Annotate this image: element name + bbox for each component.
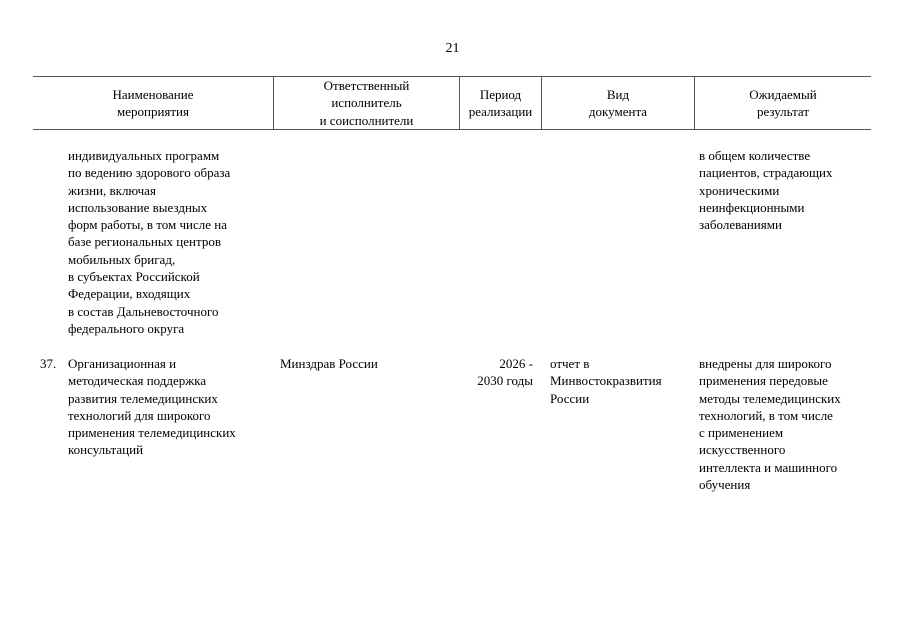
header-period: Период реализации bbox=[468, 86, 533, 119]
table-header-bottom-rule bbox=[33, 129, 871, 130]
row-result-cell: внедрены для широкого применения передовые методы телемедицинских технологий, в том числе с применением искусственного интеллекта и машинного обучения bbox=[699, 356, 841, 493]
header-result: Ожидаемый результат bbox=[749, 86, 817, 119]
continuation-result-cell: в общем количестве пациентов, страдающих хроническими неинфекционными заболеваниями bbox=[699, 148, 833, 233]
continuation-name-cell: индивидуальных программ по ведению здорового образа жизни, включая использование выездных форм работы, в том числе на базе региональных центров мобильных бригад, в субъектах Российской Федерации, входящих в состав Дальневосточного федерального округа bbox=[68, 148, 231, 336]
row-number: 37. bbox=[40, 356, 57, 371]
row-period-cell: 2026 - 2030 годы bbox=[477, 356, 533, 389]
page-number: 21 bbox=[445, 41, 460, 56]
row-document-cell: отчет в Минвостокразвития России bbox=[550, 356, 662, 406]
row-name-cell: Организационная и методическая поддержка развития телемедицинских технологий для широкого применения телемедицинских консультаций bbox=[68, 356, 236, 458]
header-document: Вид документа bbox=[588, 86, 648, 119]
header-executor: Ответственный исполнитель и соисполнители bbox=[319, 78, 414, 128]
row-executor-cell: Минздрав России bbox=[280, 356, 378, 371]
header-name: Наименование мероприятия bbox=[112, 86, 194, 119]
